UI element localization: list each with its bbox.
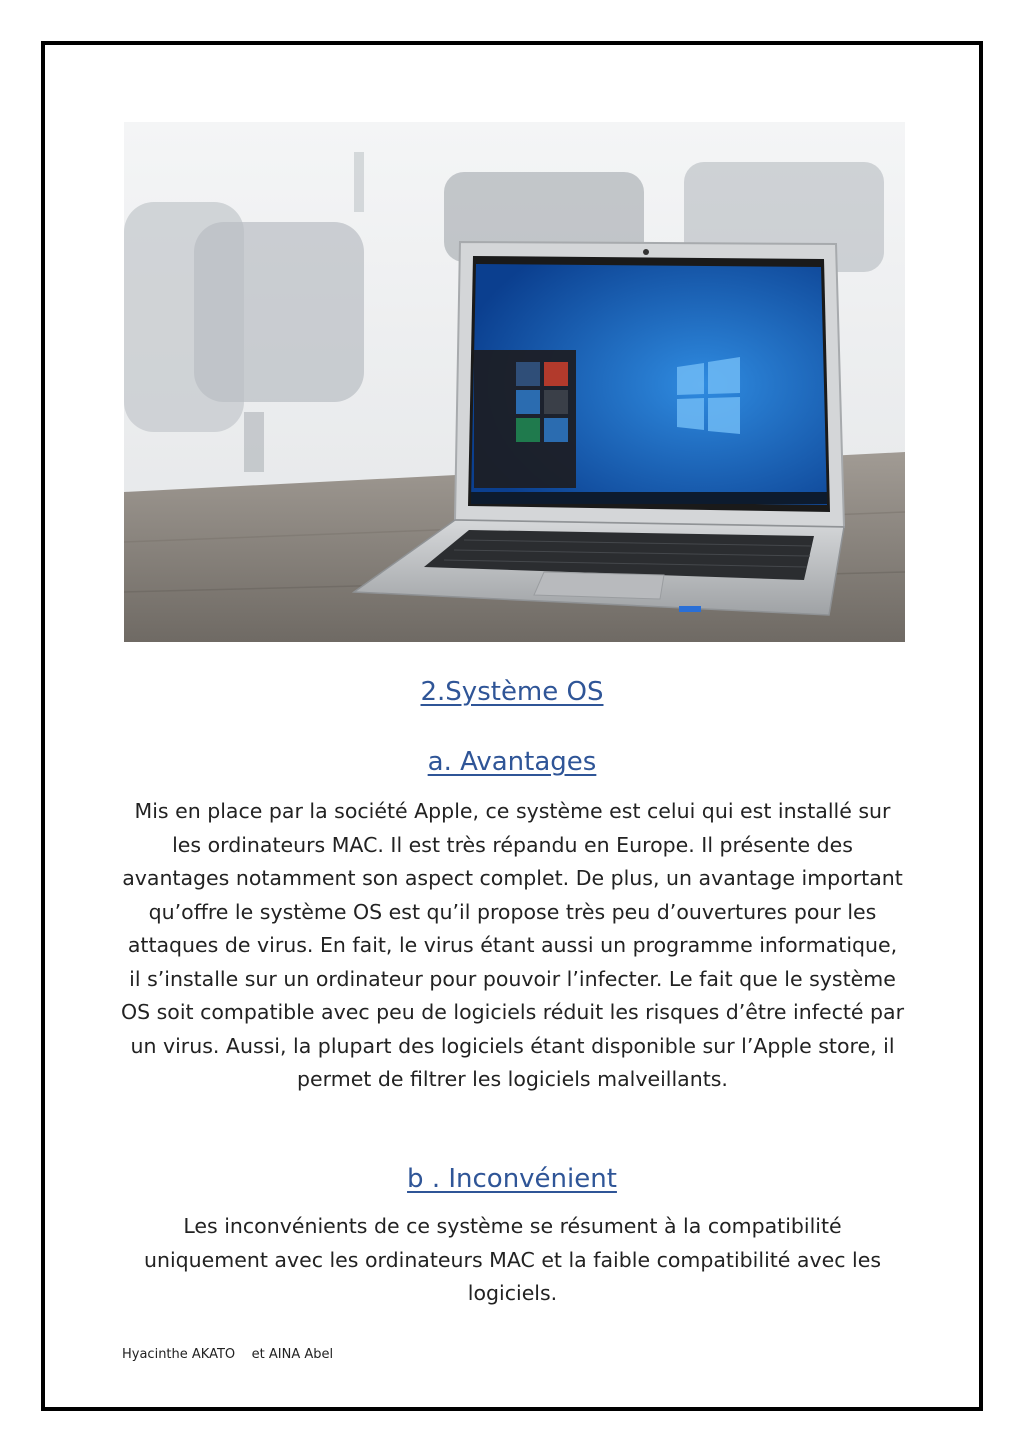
page-frame <box>41 41 983 1411</box>
disadvantages-paragraph: Les inconvénients de ce système se résument à la compatibilité uniquement avec les ordinateurs MAC et la faible compatibilité avec les logiciels. <box>143 1214 882 1305</box>
section-title-os: 2.Système OS <box>420 677 604 707</box>
advantages-paragraph: Mis en place par la société Apple, ce système est celui qui est installé sur les ordinateurs MAC. Il est très répandu en Europe. Il présente des avantages notamment son aspect complet. De plus, un avantage important qu’offre le système OS est qu’il propose très peu d’ouvertures pour les attaques de virus. En fait, le virus étant aussi un programme informatique, il s’installe sur un ordinateur pour pouvoir l’infecter. Le fait que le système OS soit compatible avec peu de logiciels réduit les risques d’être infecté par un virus. Aussi, la plupart des logiciels étant disponible sur l’Apple store, il permet de filtrer les logiciels malveillants. <box>120 799 905 1091</box>
footer-authors: Hyacinthe AKATO et AINA Abel <box>122 1347 334 1362</box>
laptop-photo <box>124 122 905 642</box>
disadvantages-heading: b . Inconvénient <box>407 1164 617 1194</box>
advantages-heading: a. Avantages <box>427 747 597 777</box>
